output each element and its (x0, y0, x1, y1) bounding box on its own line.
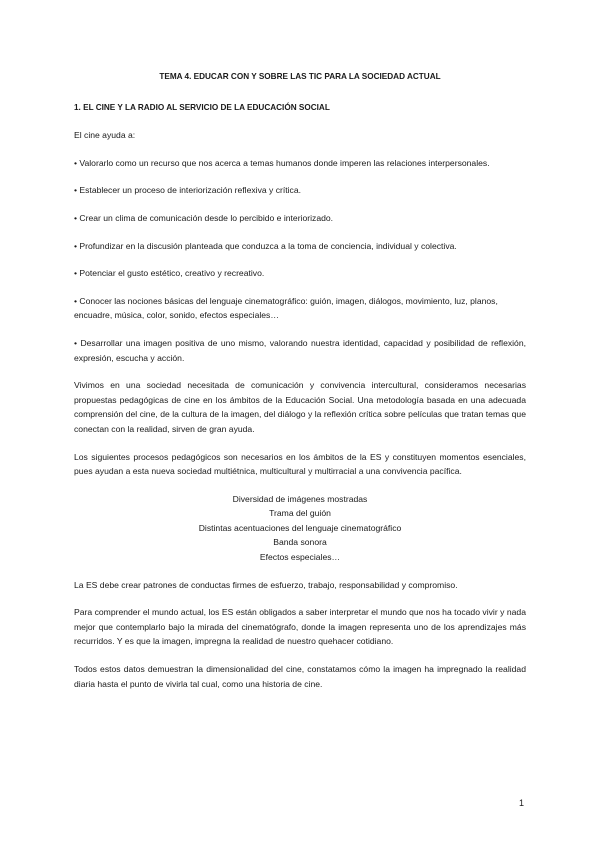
page-number: 1 (518, 798, 524, 808)
paragraph-4: Para comprender el mundo actual, los ES están obligados a saber interpretar el mundo que nos ha tocado vivir y nada mejor que contemplarlo bajo la mirada del cinematógrafo, donde la imagen representa uno de los aprendizajes más recurridos. Y es que la imagen, impregna la realidad de nuestro quehacer cotidiano. (74, 607, 526, 647)
bullet-item: • Establecer un proceso de interiorización reflexiva y crítica. (74, 185, 302, 196)
paragraph-5: Todos estos datos demuestran la dimensionalidad del cine, constatamos cómo la imagen ha impregnado la realidad diaria hasta el punto de vivirla tal cual, como una historia de cine. (74, 664, 526, 689)
bullet-item: • Potenciar el gusto estético, creativo y recreativo. (74, 268, 265, 279)
bullet-item: • Desarrollar una imagen positiva de uno mismo, valorando nuestra identidad, capacidad y posibilidad de reflexión, expresión, escucha y acción. (74, 337, 526, 363)
centered-item: Distintas acentuaciones del lenguaje cinematográfico (198, 522, 402, 533)
section-heading: 1. EL CINE Y LA RADIO AL SERVICIO DE LA EDUCACIÓN SOCIAL (74, 102, 330, 112)
centered-item: Diversidad de imágenes mostradas (232, 493, 368, 504)
centered-item: Efectos especiales… (259, 552, 341, 563)
paragraph-2: Los siguientes procesos pedagógicos son necesarios en los ámbitos de la ES y constituyen momentos esenciales, pues ayudan a esta nueva sociedad multiétnica, multicultural y multirracial a una convivencia pacífica. (74, 451, 526, 477)
centered-item: Banda sonora (273, 537, 327, 548)
bullet-item: • Valorarlo como un recurso que nos acerca a temas humanos donde imperen las relaciones interpersonales. (74, 157, 490, 168)
bullet-item: • Crear un clima de comunicación desde lo percibido e interiorizado. (74, 212, 334, 223)
intro-text: El cine ayuda a: (74, 130, 136, 141)
bullet-item: • Conocer las nociones básicas del lenguaje cinematográfico: guión, imagen, diálogos, movimiento, luz, planos, encuadre, música, color, sonido, efectos especiales… (74, 295, 498, 321)
bullet-list (74, 156, 526, 365)
centered-list (74, 492, 526, 565)
centered-item: Trama del guión (269, 508, 331, 519)
bullet-item: • Profundizar en la discusión planteada que conduzca a la toma de conciencia, individual y colectiva. (74, 240, 457, 251)
paragraph-3: La ES debe crear patrones de conductas firmes de esfuerzo, trabajo, responsabilidad y compromiso. (74, 579, 458, 590)
page-content (74, 70, 526, 704)
paragraph-1: Vivimos en una sociedad necesitada de comunicación y convivencia intercultural, consideramos necesarias propuestas pedagógicas de cine en los ámbitos de la Educación Social. Una metodología basada en una adecuada comprensión del cine, de la cultura de la imagen, del diálogo y la reflexión crítica sobre películas que tratan temas que conectan con la realidad, sirven de gran ayuda. (74, 380, 526, 434)
document-title: TEMA 4. EDUCAR CON Y SOBRE LAS TIC PARA LA SOCIEDAD ACTUAL (159, 72, 441, 81)
